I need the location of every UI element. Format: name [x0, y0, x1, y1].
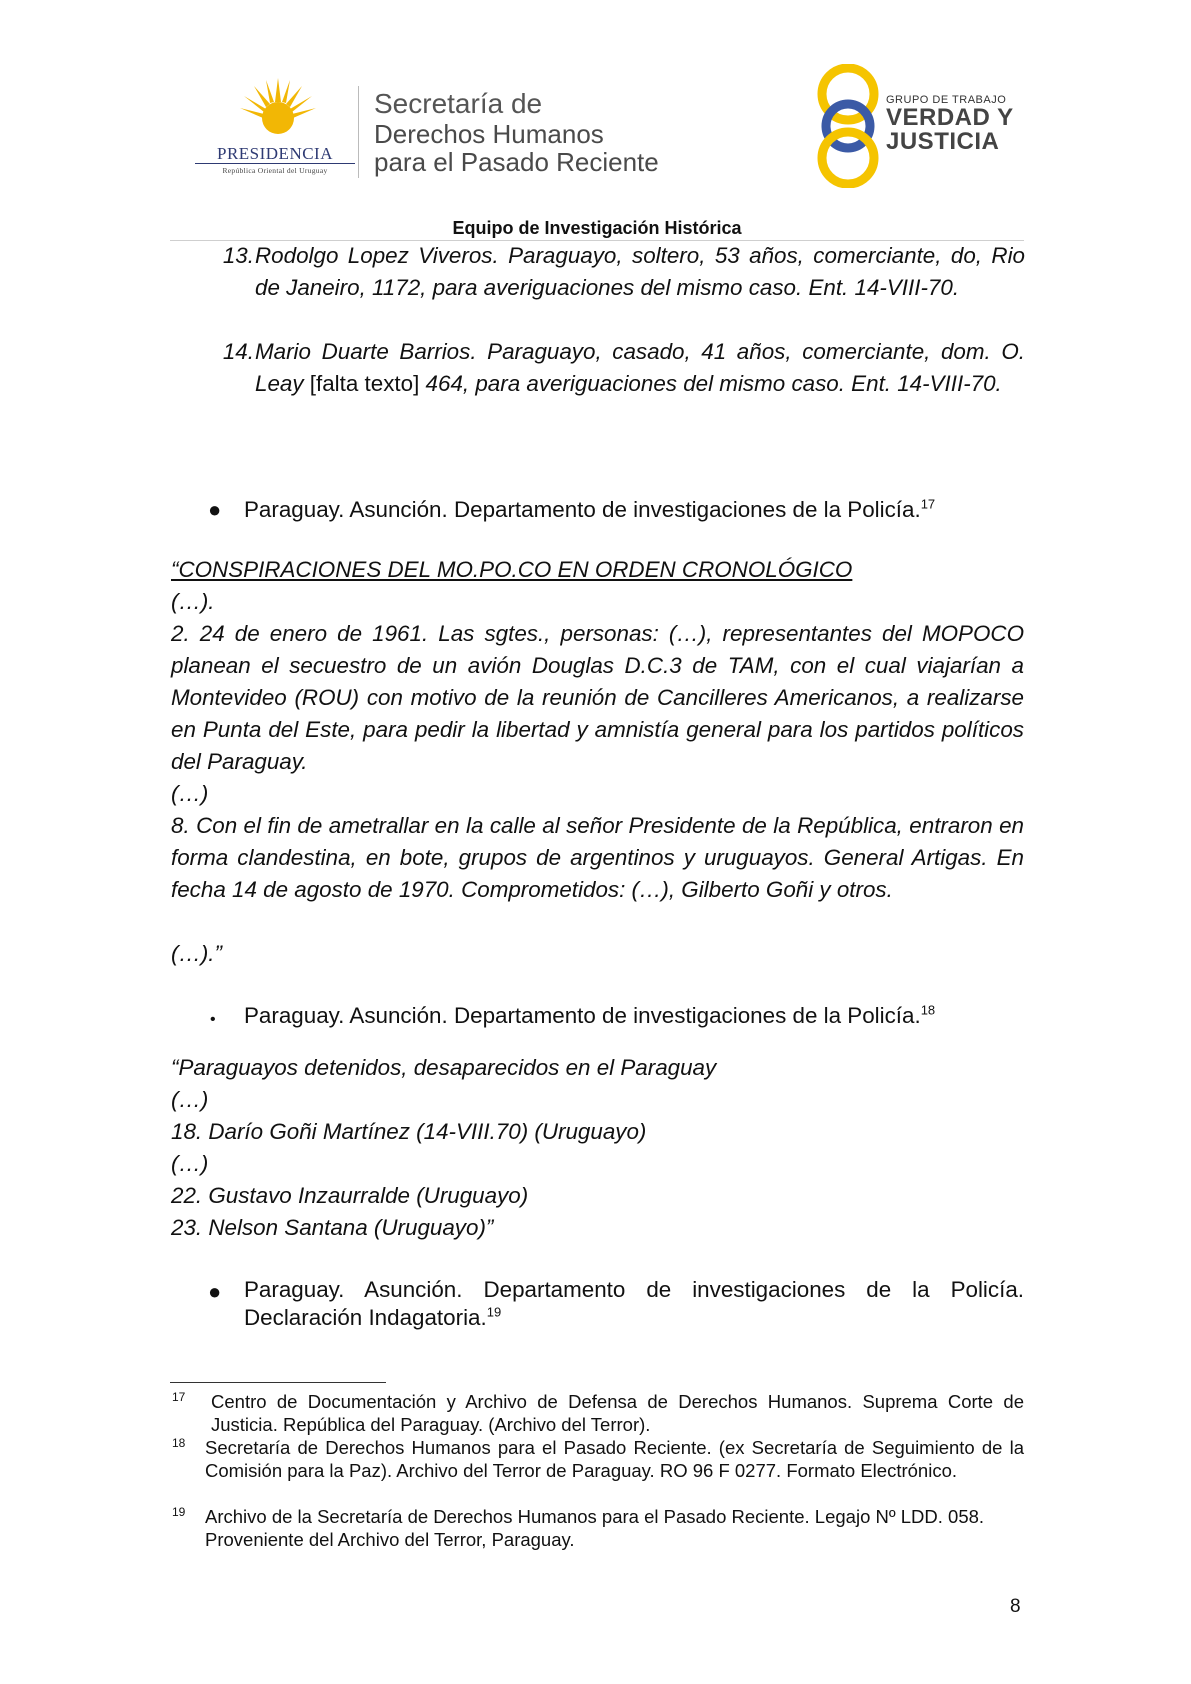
quote-title: “CONSPIRACIONES DEL MO.PO.CO EN ORDEN CRONOLÓGICO: [171, 557, 853, 582]
footnote-text: Centro de Documentación y Archivo de Defensa de Derechos Humanos. Suprema Corte de Justicia. República del Paraguay. (Archivo del Terror).: [211, 1391, 1024, 1435]
presidencia-logo: [195, 78, 355, 178]
item-text-part: 464, para averiguaciones del mismo caso. Ent. 14-VIII-70.: [419, 371, 1002, 396]
item-text-part: Mario Duarte Barrios. Paraguayo, casado, 41 años, comerciante, dom. O. Leay: [255, 339, 1025, 396]
bullet-icon: ●: [208, 497, 222, 522]
item-number: 13.: [222, 243, 254, 268]
footnote-ref: 17: [920, 496, 936, 512]
ellipsis: (…): [171, 1151, 209, 1176]
secretaria-line-3: para el Pasado Reciente: [374, 147, 659, 177]
list-line-22: 22. Gustavo Inzaurralde (Uruguayo): [171, 1183, 529, 1208]
gtvj-small-label: GRUPO DE TRABAJO: [886, 94, 1007, 106]
secretaria-line-1: Secretaría de: [374, 88, 543, 119]
header-divider: [358, 86, 359, 178]
gtvj-verdad: VERDAD Y: [886, 104, 1014, 131]
bullet-icon: •: [210, 1011, 216, 1028]
quote-paragraph-8: 8. Con el fin de ametrallar en la calle al señor Presidente de la República, entraron en forma clandestina, en bote, grupos de argentinos y uruguayos. General Artigas. En fecha 14 de agosto de 1970. Comprometidos: (…), Gilberto Goñi y otros.: [171, 813, 1024, 902]
footnote-number: 17: [172, 1390, 186, 1404]
footnote-ref: 18: [920, 1002, 936, 1018]
item-text: [255, 336, 1025, 400]
presidencia-rule: [195, 163, 355, 164]
footnote-text: Archivo de la Secretaría de Derechos Humanos para el Pasado Reciente. Legajo Nº LDD. 058. Proveniente del Archivo del Terror, Paraguay.: [205, 1506, 985, 1550]
bullet-text: Paraguay. Asunción. Departamento de investigaciones de la Policía.$^{17}$: [244, 496, 936, 522]
bullet-text: Paraguay. Asunción. Departamento de investigaciones de la Policía. Declaración Indagatoria.$^{19}$: [244, 1277, 1024, 1330]
header-team-title: Equipo de Investigación Histórica: [452, 218, 742, 238]
missing-text-note: [falta texto]: [309, 371, 420, 396]
ellipsis: (…).: [171, 589, 215, 614]
item-text: Rodolgo Lopez Viveros. Paraguayo, soltero, 53 años, comerciante, do, Rio de Janeiro, 1172, para averiguaciones del mismo caso. Ent. 14-VIII-70.: [255, 243, 1025, 300]
footnote-number: 18: [172, 1436, 186, 1450]
gtvj-text: [886, 94, 1014, 154]
secretaria-line-2: Derechos Humanos: [374, 119, 604, 149]
footnote-text: Secretaría de Derechos Humanos para el Pasado Reciente. (ex Secretaría de Seguimiento de la Comisión para la Paz). Archivo del Terror de Paraguay. RO 96 F 0277. Formato Electrónico.: [205, 1437, 1024, 1481]
item-number: 14.: [222, 339, 254, 364]
footnote-ref: 19: [486, 1304, 502, 1320]
page-number: 8: [1010, 1596, 1021, 1617]
footnote-number: 19: [172, 1505, 186, 1519]
rings-icon: [810, 64, 886, 188]
gtvj-logo: [810, 64, 1030, 188]
footnote-rule: [170, 1382, 386, 1383]
presidencia-label: PRESIDENCIA: [216, 144, 333, 163]
list-line-18: 18. Darío Goñi Martínez (14-VIII.70) (Uruguayo): [171, 1119, 647, 1144]
quote-title: “Paraguayos detenidos, desaparecidos en el Paraguay: [171, 1055, 717, 1080]
quote-paragraph-2: 2. 24 de enero de 1961. Las sgtes., personas: (…), representantes del MOPOCO planean el secuestro de un avión Douglas D.C.3 de TAM, con el cual viajarían a Montevideo (ROU) con motivo de la reunión de Cancilleres Americanos, a realizarse en Punta del Este, para pedir la libertad y amnistía general para los partidos políticos del Paraguay.: [171, 621, 1024, 774]
sun-icon: [240, 78, 316, 140]
ellipsis: (…): [171, 1087, 209, 1112]
ellipsis: (…): [171, 781, 209, 806]
list-line-23: 23. Nelson Santana (Uruguayo)”: [171, 1215, 494, 1240]
secretaria-logo-text: [374, 88, 714, 176]
bullet-text: Paraguay. Asunción. Departamento de investigaciones de la Policía.$^{18}$: [244, 1002, 936, 1028]
gtvj-justicia: JUSTICIA: [886, 128, 1000, 155]
bullet-icon: ●: [208, 1279, 222, 1304]
presidencia-subtitle: República Oriental del Uruguay: [222, 166, 328, 175]
ellipsis: (…).”: [171, 941, 222, 966]
